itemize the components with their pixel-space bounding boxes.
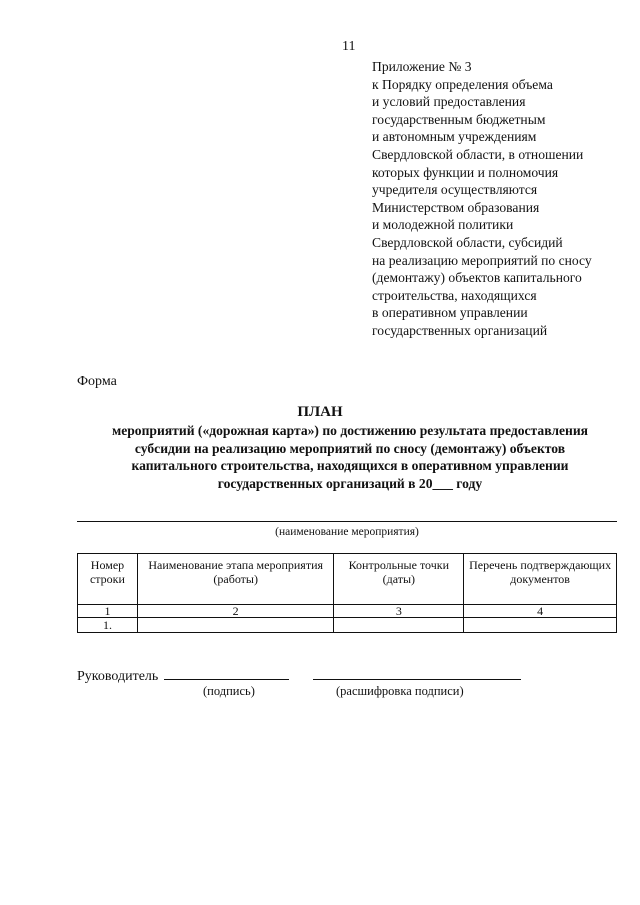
header-cell-stage-name: Наименование этапа мероприятия (работы) (137, 554, 334, 605)
header-cell-documents: Перечень подтверждающих документов (464, 554, 617, 605)
header-cell-row-number: Номер строки (78, 554, 138, 605)
plan-subtitle-line: государственных организаций в 20___ году (217, 475, 483, 491)
column-number-cell: 1 (78, 605, 138, 618)
header-cell-checkpoints: Контрольные точки (даты) (334, 554, 464, 605)
column-number-cell: 3 (334, 605, 464, 618)
table-row (78, 618, 617, 633)
appendix-header (372, 58, 592, 340)
appendix-line: государственным бюджетным (372, 111, 546, 127)
appendix-line: на реализацию мероприятий по сносу (372, 252, 592, 268)
appendix-line: в оперативном управлении (372, 305, 528, 321)
signature-decode-caption: (расшифровка подписи) (336, 684, 464, 698)
column-number-row (78, 605, 617, 618)
appendix-line: (демонтажу) объектов капитального (372, 270, 582, 286)
appendix-line: учредителя осуществляются (372, 182, 538, 198)
event-name-line[interactable] (77, 521, 617, 522)
table-cell[interactable] (464, 618, 617, 633)
plan-subtitle-line: мероприятий («дорожная карта») по достижению результата предоставления (111, 423, 589, 438)
table-header-row (78, 554, 617, 605)
plan-subtitle-line: субсидии на реализацию мероприятий по сносу (демонтажу) объектов (134, 440, 566, 456)
table-cell[interactable]: 1. (78, 618, 138, 633)
appendix-line: Министерством образования (372, 199, 540, 215)
appendix-line: государственных организаций (372, 322, 548, 338)
plan-subtitle-line: капитального строительства, находящихся в оперативном управлении (131, 458, 569, 474)
appendix-line: и условий предоставления (372, 94, 526, 110)
appendix-line: Свердловской области, в отношении (372, 146, 584, 162)
signature-label: Руководитель (77, 669, 159, 684)
appendix-line: Свердловской области, субсидий (372, 234, 563, 250)
signature-line[interactable] (164, 667, 289, 680)
page-number: 11 (342, 39, 356, 54)
signature-decode-line[interactable] (313, 679, 521, 680)
appendix-line: и автономным учреждениям (372, 129, 537, 145)
plan-subtitle (70, 422, 630, 492)
plan-title: ПЛАН (297, 404, 343, 420)
table-cell[interactable] (334, 618, 464, 633)
appendix-line: строительства, находящихся (372, 287, 537, 303)
appendix-line: к Порядку определения объема (372, 76, 553, 92)
form-label: Форма (77, 374, 117, 389)
signature-caption: (подпись) (203, 684, 255, 698)
column-number-cell: 4 (464, 605, 617, 618)
column-number-cell: 2 (137, 605, 334, 618)
plan-table (77, 553, 617, 633)
appendix-line: и молодежной политики (372, 217, 514, 233)
event-name-caption: (наименование мероприятия) (275, 526, 419, 538)
appendix-line: которых функции и полномочия (372, 164, 559, 180)
signature-row (77, 667, 289, 685)
table-cell[interactable] (137, 618, 334, 633)
appendix-line: Приложение № 3 (372, 59, 472, 74)
